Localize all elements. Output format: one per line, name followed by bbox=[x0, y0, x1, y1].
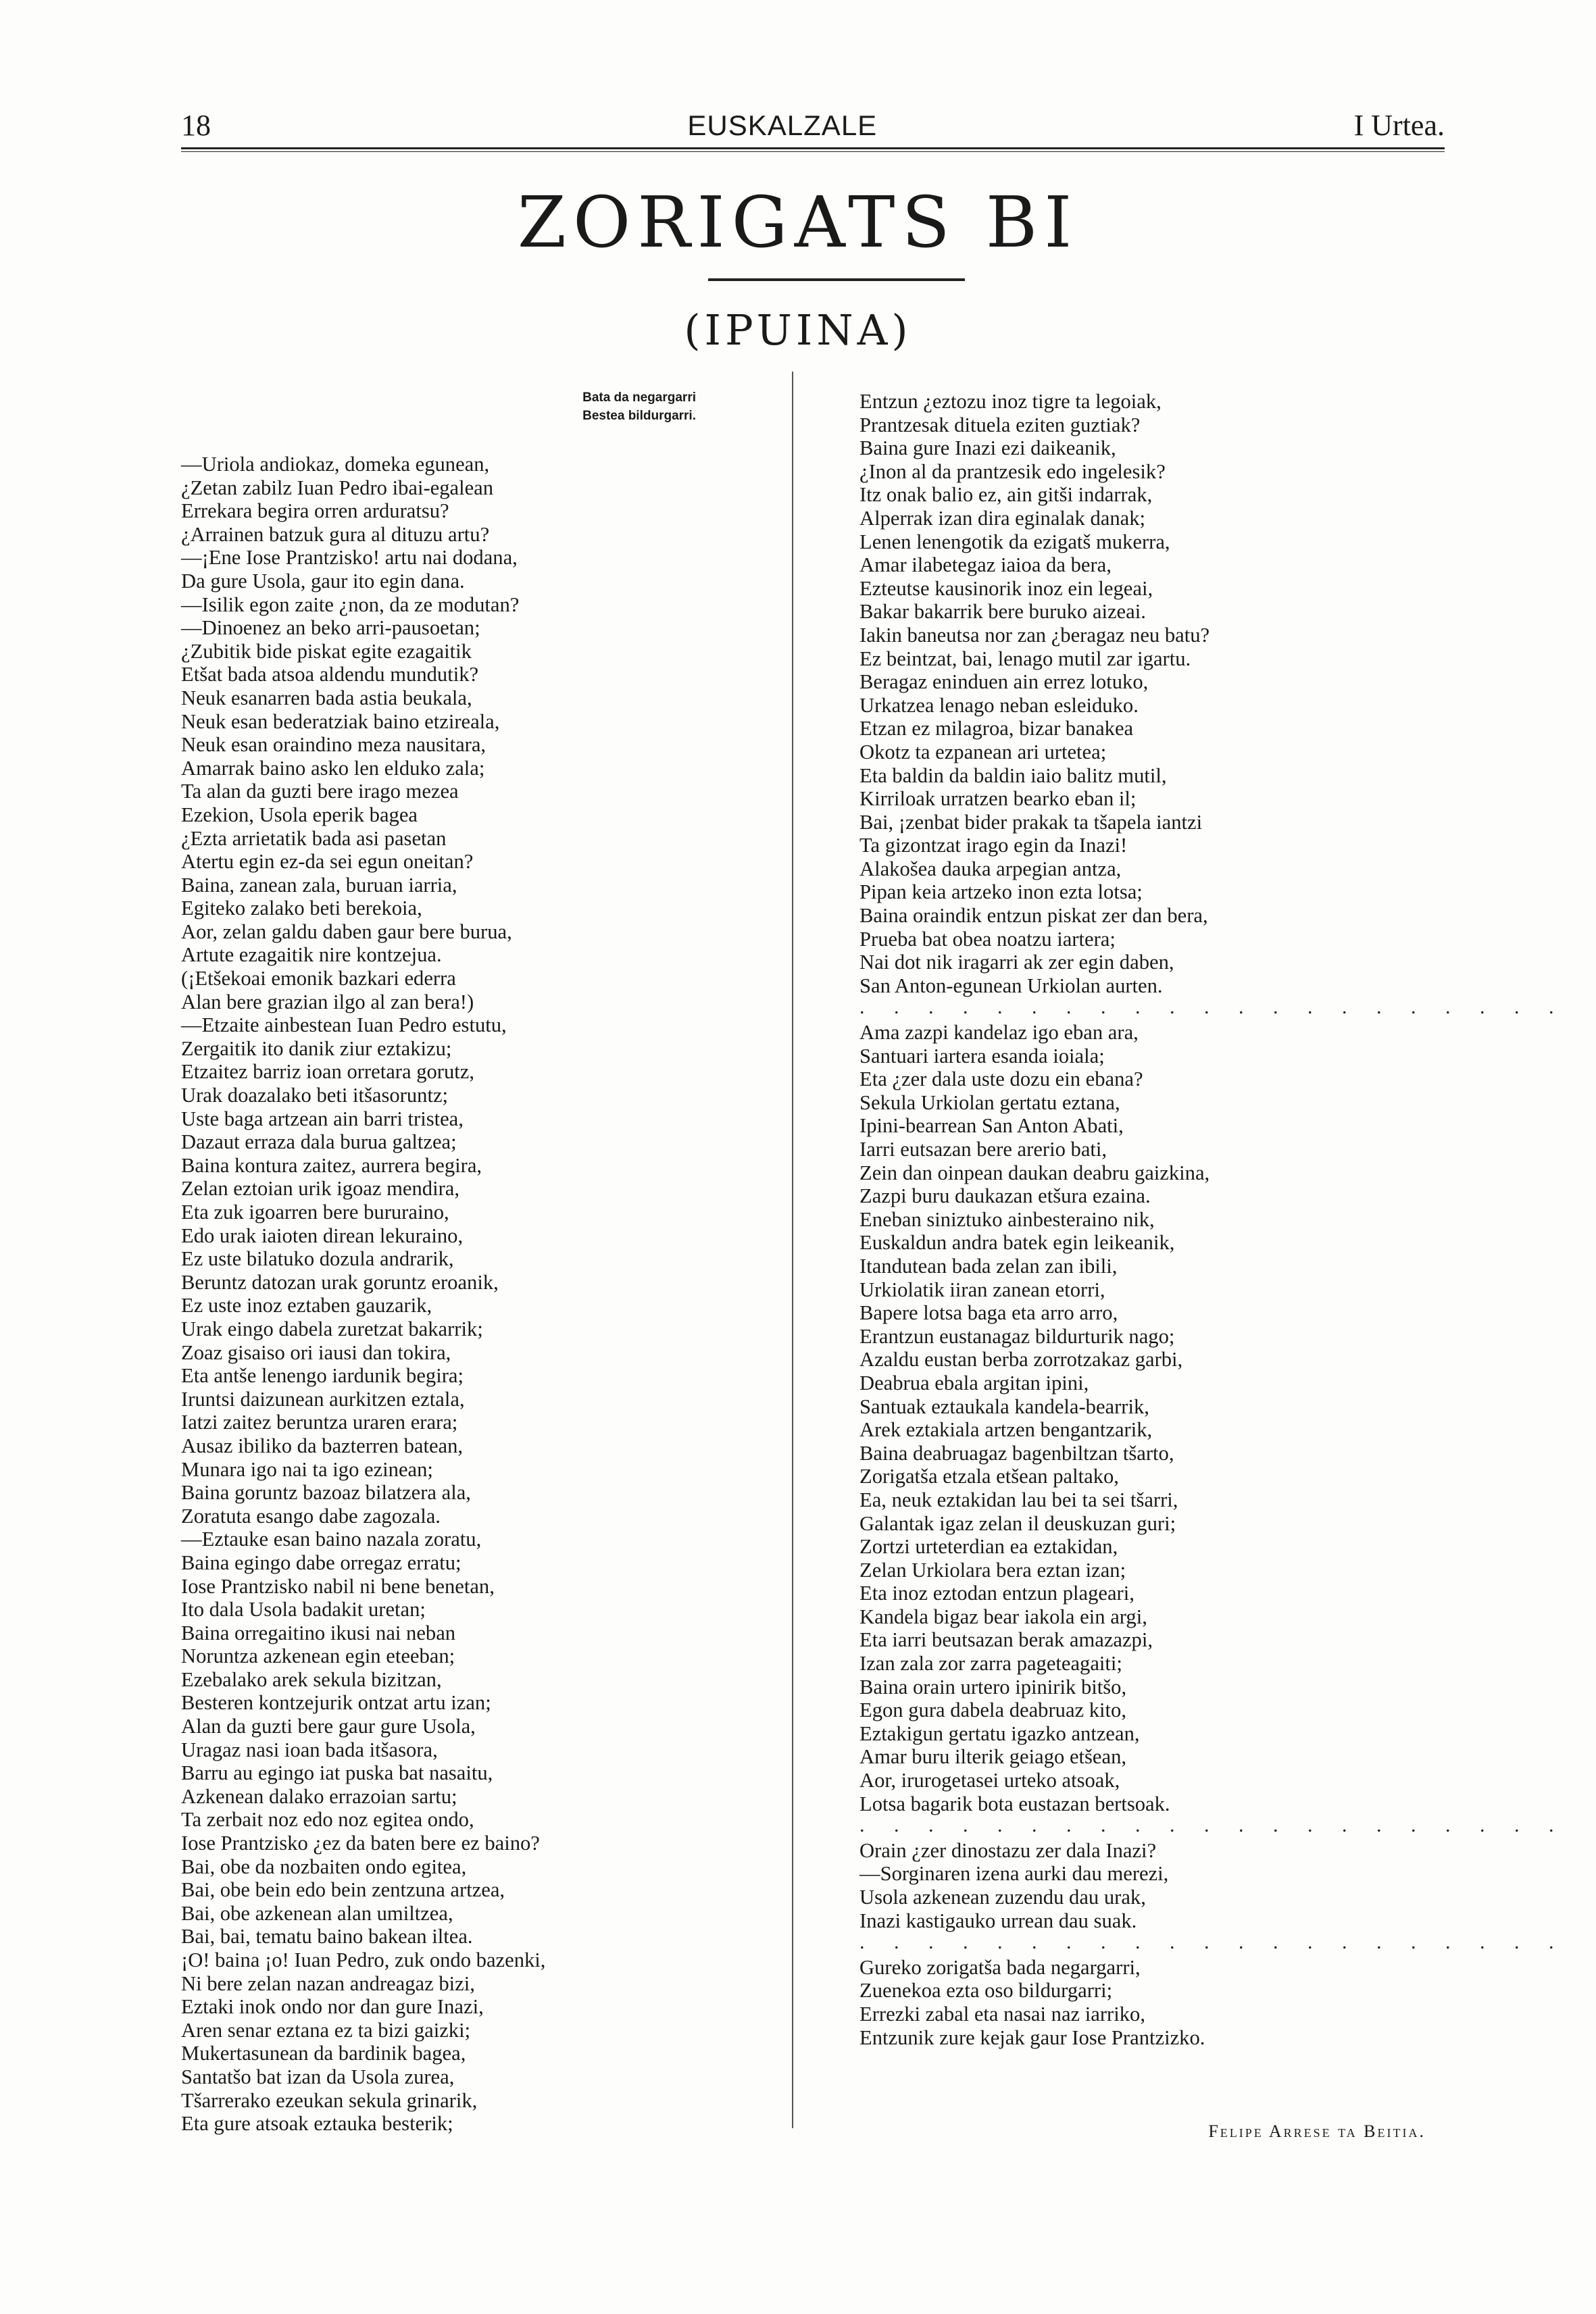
verse-line: Ta zerbait noz edo noz egitea ondo, bbox=[181, 1808, 474, 1832]
verse-line: Amar ilabetegaz iaioa da bera, bbox=[859, 553, 1112, 577]
verse-line: San Anton-egunean Urkiolan aurten. bbox=[859, 974, 1163, 997]
verse-line: Ezteutse kausinorik inoz ein legeai, bbox=[859, 576, 1153, 600]
verse-line: Ta alan da guzti bere irago mezea bbox=[181, 780, 459, 803]
title-rule bbox=[708, 278, 965, 281]
verse-line: Inazi kastigauko urrean dau suak. bbox=[859, 1909, 1137, 1932]
verse-line: Santuari iartera esanda ioiala; bbox=[859, 1044, 1105, 1067]
verse-line: Alan da guzti bere gaur gure Usola, bbox=[181, 1715, 476, 1738]
verse-line: Noruntza azkenean egin eteeban; bbox=[181, 1644, 455, 1668]
verse-line: Arek eztakiala artzen bengantzarik, bbox=[859, 1418, 1153, 1442]
author-signature: Felipe Arrese ta Beitia. bbox=[1208, 2121, 1426, 2141]
verse-line: Eta zuk igoarren bere bururaino, bbox=[181, 1201, 449, 1224]
verse-line: Baina, zanean zala, buruan iarria, bbox=[181, 873, 457, 897]
verse-line: Baina deabruagaz bagenbiltzan tšarto, bbox=[859, 1441, 1174, 1465]
verse-line: Itandutean bada zelan zan ibili, bbox=[859, 1254, 1118, 1278]
verse-line: ¿Zetan zabilz Iuan Pedro ibai-egalean bbox=[181, 476, 494, 499]
verse-line: Zuenekoa ezta oso bildurgarri; bbox=[859, 1979, 1113, 2003]
verse-line: Iarri eutsazan bere arerio bati, bbox=[859, 1138, 1107, 1161]
verse-line: Errekara begira orren arduratsu? bbox=[181, 499, 449, 523]
verse-line: Alan bere grazian ilgo al zan bera!) bbox=[181, 990, 474, 1013]
verse-line: ¿Inon al da prantzesik edo ingelesik? bbox=[859, 459, 1166, 483]
verse-line: Egiteko zalako beti berekoia, bbox=[181, 897, 422, 920]
verse-line: Beruntz datozan urak goruntz eroanik, bbox=[181, 1270, 499, 1294]
verse-line: Pipan keia artzeko inon ezta lotsa; bbox=[859, 880, 1143, 904]
verse-line: Iose Prantzisko nabil ni bene benetan, bbox=[181, 1574, 495, 1598]
volume-label: I Urtea. bbox=[1353, 109, 1445, 142]
page-number: 18 bbox=[181, 109, 211, 142]
verse-line: Euskaldun andra batek egin leikeanik, bbox=[859, 1231, 1175, 1255]
verse-line: Prantzesak dituela eziten guztiak? bbox=[859, 413, 1141, 436]
verse-line: ¿Arrainen batzuk gura al dituzu artu? bbox=[181, 522, 490, 546]
verse-line: Deabrua ebala argitan ipini, bbox=[859, 1371, 1089, 1394]
verse-line: Baina oraindik entzun piskat zer dan bera, bbox=[859, 904, 1208, 928]
verse-line: Eta antše lenengo iardunik begira; bbox=[181, 1364, 464, 1388]
verse-line: Lotsa bagarik bota eustazan bertsoak. bbox=[859, 1792, 1170, 1815]
verse-line: Artute ezagaitik nire kontzejua. bbox=[181, 943, 442, 967]
verse-line: Ipini-bearrean San Anton Abati, bbox=[859, 1114, 1124, 1138]
verse-line: Eta gure atsoak eztauka besterik; bbox=[181, 2112, 453, 2136]
verse-line: Baina egingo dabe orregaz erratu; bbox=[181, 1551, 462, 1574]
verse-line: Bai, obe da nozbaiten ondo egitea, bbox=[181, 1855, 467, 1878]
verse-line: Entzun ¿eztozu inoz tigre ta legoiak, bbox=[859, 390, 1162, 413]
verse-line: Azkenean dalako errazoian sartu; bbox=[181, 1784, 457, 1808]
verse-line: Zazpi buru daukazan etšura ezaina. bbox=[859, 1184, 1151, 1208]
verse-line: Eneban siniztuko ainbesteraino nik, bbox=[859, 1207, 1155, 1231]
verse-line: —Sorginaren izena aurki dau merezi, bbox=[859, 1862, 1169, 1886]
verse-line: Erantzun eustanagaz bildurturik nago; bbox=[859, 1324, 1175, 1348]
verse-line: Bai, ¡zenbat bider prakak ta tšapela iantzi bbox=[859, 810, 1203, 834]
verse-line: Etzaitez barriz ioan orretara gorutz, bbox=[181, 1060, 475, 1084]
verse-line: Okotz ta ezpanean ari urtetea; bbox=[859, 740, 1107, 763]
verse-line: Ez beintzat, bai, lenago mutil zar igartu. bbox=[859, 647, 1191, 670]
verse-line: Tšarrerako ezeukan sekula grinarik, bbox=[181, 2088, 478, 2112]
header-rule bbox=[181, 147, 1445, 152]
verse-line: Baina orregaitino ikusi nai neban bbox=[181, 1621, 456, 1644]
verse-line: —Uriola andiokaz, domeka egunean, bbox=[181, 453, 490, 476]
verse-line: Kandela bigaz bear iakola ein argi, bbox=[859, 1605, 1147, 1628]
verse-line: Ausaz ibiliko da bazterren batean, bbox=[181, 1434, 464, 1457]
verse-line: Eta inoz eztodan entzun plageari, bbox=[859, 1582, 1134, 1605]
verse-line: Ama zazpi kandelaz igo eban ara, bbox=[859, 1021, 1139, 1045]
verse-line: Eta iarri beutsazan berak amazazpi, bbox=[859, 1628, 1153, 1652]
verse-line: ¿Ezta arrietatik bada asi pasetan bbox=[181, 826, 447, 850]
verse-line: Zelan Urkiolara bera eztan izan; bbox=[859, 1558, 1126, 1582]
verse-line: Ezekion, Usola eperik bagea bbox=[181, 803, 418, 826]
verse-line: —Eztauke esan baino nazala zoratu, bbox=[181, 1528, 482, 1551]
verse-line: Neuk esan bederatziak baino etzireala, bbox=[181, 709, 500, 733]
verse-line: Aor, irurogetasei urteko atsoak, bbox=[859, 1769, 1120, 1792]
verse-line: Entzunik zure kejak gaur Iose Prantzizko. bbox=[859, 2026, 1205, 2049]
column-divider bbox=[792, 372, 793, 2128]
verse-line: Ito dala Usola badakit uretan; bbox=[181, 1598, 426, 1621]
verse-line: Ni bere zelan nazan andreagaz bizi, bbox=[181, 1971, 475, 1995]
section-divider-dots: . . . . . . . . . . . . . . . . . . . . . bbox=[859, 1931, 1566, 1954]
verse-line: Iruntsi daizunean aurkitzen eztala, bbox=[181, 1387, 465, 1411]
verse-line: —Etzaite ainbestean Iuan Pedro estutu, bbox=[181, 1013, 507, 1037]
verse-line: Ta gizontzat irago egin da Inazi! bbox=[859, 834, 1128, 857]
verse-line: Nai dot nik iragarri ak zer egin daben, bbox=[859, 951, 1174, 974]
verse-line: Zergaitik ito danik ziur eztakizu; bbox=[181, 1036, 452, 1060]
verse-line: Dazaut erraza dala burua galtzea; bbox=[181, 1130, 457, 1154]
verse-line: Zoratuta esango dabe zagozala. bbox=[181, 1504, 441, 1528]
verse-line: Iatzi zaitez beruntza uraren erara; bbox=[181, 1411, 458, 1434]
epigraph-line: Bata da negargarri bbox=[582, 391, 696, 405]
epigraph bbox=[473, 388, 696, 425]
verse-line: Iakin baneutsa nor zan ¿beragaz neu batu? bbox=[859, 623, 1210, 647]
verse-line: Eta baldin da baldin iaio balitz mutil, bbox=[859, 763, 1167, 787]
verse-line: Besteren kontzejurik ontzat artu izan; bbox=[181, 1691, 491, 1715]
verse-line: Galantak igaz zelan il deuskuzan guri; bbox=[859, 1511, 1176, 1535]
verse-line: Alperrak izan dira eginalak danak; bbox=[859, 506, 1146, 530]
verse-line: Uste baga artzean ain barri tristea, bbox=[181, 1107, 464, 1130]
verse-line: Ezebalako arek sekula bizitzan, bbox=[181, 1667, 442, 1691]
verse-line: Sekula Urkiolan gertatu eztana, bbox=[859, 1090, 1120, 1114]
verse-line: Zoaz gisaiso ori iausi dan tokira, bbox=[181, 1340, 451, 1364]
verse-line: Bapere lotsa baga eta arro arro, bbox=[859, 1301, 1118, 1325]
verse-line: Urkiolatik iiran zanean etorri, bbox=[859, 1278, 1105, 1301]
verse-line: —¡Ene Iose Prantzisko! artu nai dodana, bbox=[181, 546, 518, 570]
verse-line: Eztaki inok ondo nor dan gure Inazi, bbox=[181, 1995, 484, 2019]
verse-line: Alakošea dauka arpegian antza, bbox=[859, 857, 1122, 880]
verse-line: Aren senar eztana ez ta bizi gaizki; bbox=[181, 2018, 471, 2042]
verse-line: Ea, neuk eztakidan lau bei ta sei tšarri, bbox=[859, 1488, 1178, 1511]
verse-line: Neuk esan oraindino meza nausitara, bbox=[181, 733, 487, 757]
verse-line: Eta ¿zer dala uste dozu ein ebana? bbox=[859, 1067, 1143, 1091]
left-column bbox=[181, 453, 545, 2136]
verse-line: Aor, zelan galdu daben gaur bere burua, bbox=[181, 920, 512, 943]
verse-line: Errezki zabal eta nasai naz iarriko, bbox=[859, 2002, 1145, 2026]
verse-line: Eztakigun gertatu igazko antzean, bbox=[859, 1721, 1140, 1745]
journal-name: EUSKALZALE bbox=[687, 109, 878, 141]
verse-line: Prueba bat obea noatzu iartera; bbox=[859, 927, 1116, 951]
verse-line: Mukertasunean da bardinik bagea, bbox=[181, 2042, 466, 2065]
verse-line: Azaldu eustan berba zorrotzakaz garbi, bbox=[859, 1348, 1183, 1372]
verse-line: Baina orain urtero ipinirik bitšo, bbox=[859, 1675, 1127, 1699]
verse-line: Santatšo bat izan da Usola zurea, bbox=[181, 2065, 455, 2088]
verse-line: Bakar bakarrik bere buruko aizeai. bbox=[859, 600, 1146, 624]
verse-line: (¡Etšekoai emonik bazkari ederra bbox=[181, 967, 456, 990]
verse-line: Bai, obe azkenean alan umiltzea, bbox=[181, 1901, 453, 1925]
section-divider-dots: . . . . . . . . . . . . . . . . . . . . . bbox=[859, 1814, 1566, 1837]
verse-line: Ez uste inoz eztaben gauzarik, bbox=[181, 1294, 432, 1317]
verse-line: ¡O! baina ¡o! Iuan Pedro, zuk ondo bazenki, bbox=[181, 1948, 546, 1971]
verse-line: Urak doazalako beti itšasoruntz; bbox=[181, 1084, 449, 1107]
verse-line: Atertu egin ez-da sei egun oneitan? bbox=[181, 850, 474, 874]
verse-line: Da gure Usola, gaur ito egin dana. bbox=[181, 569, 465, 593]
verse-line: Beragaz eninduen ain errez lotuko, bbox=[859, 670, 1149, 694]
verse-line: Egon gura dabela deabruaz kito, bbox=[859, 1699, 1126, 1722]
verse-line: Zein dan oinpean daukan deabru gaizkina, bbox=[859, 1161, 1210, 1184]
verse-line: Izan zala zor zarra pageteagaiti; bbox=[859, 1652, 1122, 1676]
verse-line: Uragaz nasi ioan bada itšasora, bbox=[181, 1738, 438, 1761]
verse-line: Zortzi urteterdian ea eztakidan, bbox=[859, 1535, 1118, 1559]
verse-line: Zelan eztoian urik igoaz mendira, bbox=[181, 1177, 459, 1201]
verse-line: Zorigatša etzala etšean paltako, bbox=[859, 1465, 1119, 1488]
verse-line: —Dinoenez an beko arri-pausoetan; bbox=[181, 616, 480, 640]
verse-line: ¿Zubitik bide piskat egite ezagaitik bbox=[181, 639, 472, 663]
poem-title: ZORIGATS BI bbox=[517, 181, 1079, 263]
verse-line: —Isilik egon zaite ¿non, da ze modutan? bbox=[181, 593, 520, 616]
verse-line: Gureko zorigatša bada negargarri, bbox=[859, 1955, 1141, 1979]
section-divider-dots: . . . . . . . . . . . . . . . . . . . . . bbox=[859, 996, 1566, 1019]
verse-line: Etšat bada atsoa aldendu mundutik? bbox=[181, 663, 479, 686]
verse-line: Amar buru ilterik geiago etšean, bbox=[859, 1745, 1127, 1769]
verse-line: Bai, bai, tematu baino bakean iltea. bbox=[181, 1925, 473, 1948]
verse-line: Baina goruntz bazoaz bilatzera ala, bbox=[181, 1481, 471, 1505]
verse-line: Bai, obe bein edo bein zentzuna artzea, bbox=[181, 1878, 505, 1902]
verse-line: Edo urak iaioten direan lekuraino, bbox=[181, 1224, 464, 1247]
epigraph-line: Bestea bildurgarri. bbox=[582, 409, 696, 423]
verse-line: Munara igo nai ta igo ezinean; bbox=[181, 1457, 433, 1481]
verse-line: Iose Prantzisko ¿ez da baten bere ez baino? bbox=[181, 1832, 540, 1855]
verse-line: Itz onak balio ez, ain gitši indarrak, bbox=[859, 483, 1153, 507]
poem-subtitle: (IPUINA) bbox=[684, 305, 912, 355]
verse-line: Orain ¿zer dinostazu zer dala Inazi? bbox=[859, 1838, 1157, 1862]
verse-line: Ez uste bilatuko dozula andrarik, bbox=[181, 1247, 454, 1271]
verse-line: Baina kontura zaitez, aurrera begira, bbox=[181, 1153, 482, 1177]
right-column bbox=[859, 390, 1566, 2049]
verse-line: Usola azkenean zuzendu dau urak, bbox=[859, 1886, 1146, 1909]
verse-line: Urak eingo dabela zuretzat bakarrik; bbox=[181, 1317, 483, 1340]
verse-line: Barru au egingo iat puska bat nasaitu, bbox=[181, 1761, 493, 1785]
verse-line: Urkatzea lenago neban esleiduko. bbox=[859, 693, 1139, 717]
verse-line: Etzan ez milagroa, bizar banakea bbox=[859, 717, 1134, 740]
verse-line: Santuak eztaukala kandela-bearrik, bbox=[859, 1394, 1149, 1418]
verse-line: Baina gure Inazi ezi daikeanik, bbox=[859, 436, 1116, 460]
verse-line: Neuk esanarren bada astia beukala, bbox=[181, 686, 472, 709]
verse-line: Amarrak baino asko len elduko zala; bbox=[181, 756, 485, 780]
running-head bbox=[181, 108, 1445, 149]
verse-line: Lenen lenengotik da ezigatš mukerra, bbox=[859, 530, 1170, 553]
verse-line: Kirriloak urratzen bearko eban il; bbox=[859, 787, 1137, 811]
